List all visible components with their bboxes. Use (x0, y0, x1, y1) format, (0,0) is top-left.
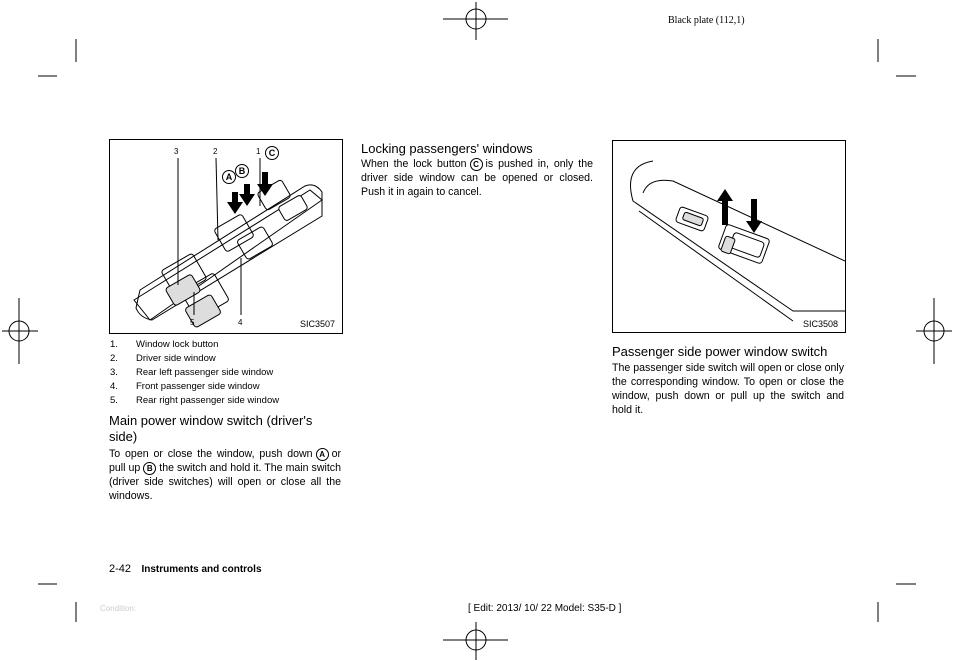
letter-a-badge: A (222, 170, 236, 184)
letter-a-icon: A (316, 448, 329, 461)
callout-1: 1 (256, 147, 261, 156)
main-switch-title: Main power window switch (driver's side) (109, 413, 313, 444)
callout-3: 3 (174, 147, 179, 156)
letter-c-icon: C (470, 158, 483, 171)
letter-c-badge: C (265, 146, 279, 160)
caption-item: 5. Rear right passenger side window (110, 395, 280, 406)
passenger-text: The passenger side switch will open or close only the corresponding window. To open or close the window, push down or pull up the switch and hold it. (612, 362, 845, 416)
main-switch-text: To open or close the window, push down A or pull up B the switch and hold it. The main switch (driver side switches) will open or close all the windows. (109, 448, 341, 502)
figure-code: SIC3507 (300, 319, 336, 329)
callout-5: 5 (190, 318, 195, 327)
callout-4: 4 (238, 318, 243, 327)
callout-2: 2 (213, 147, 218, 156)
locking-title: Locking passengers' windows (361, 141, 533, 156)
letter-b-icon: B (143, 462, 156, 475)
page-footer (109, 559, 262, 577)
figure-caption-list (110, 338, 342, 408)
locking-text: When the lock button C is pushed in, only the driver side window can be opened or closed. Push it in again to cancel. (361, 158, 593, 198)
section-title: Instruments and controls (141, 564, 262, 575)
figure-driver-switch (109, 139, 343, 334)
passenger-title: Passenger side power window switch (612, 344, 828, 359)
caption-item: 4. Front passenger side window (110, 381, 260, 392)
letter-b-badge: B (235, 164, 249, 178)
caption-item: 1. Window lock button (110, 339, 219, 350)
condition-label: Condition: (100, 604, 137, 613)
page-number: 2-42 (109, 563, 132, 575)
caption-item: 3. Rear left passenger side window (110, 367, 274, 378)
figure-passenger-switch (612, 140, 846, 333)
caption-item: 2. Driver side window (110, 353, 216, 364)
passenger-switch-illustration (613, 141, 845, 332)
driver-switch-illustration (110, 140, 342, 333)
figure-code: SIC3508 (803, 319, 839, 329)
edit-info: [ Edit: 2013/ 10/ 22 Model: S35-D ] (468, 603, 622, 614)
plate-label: Black plate (112,1) (668, 15, 745, 26)
